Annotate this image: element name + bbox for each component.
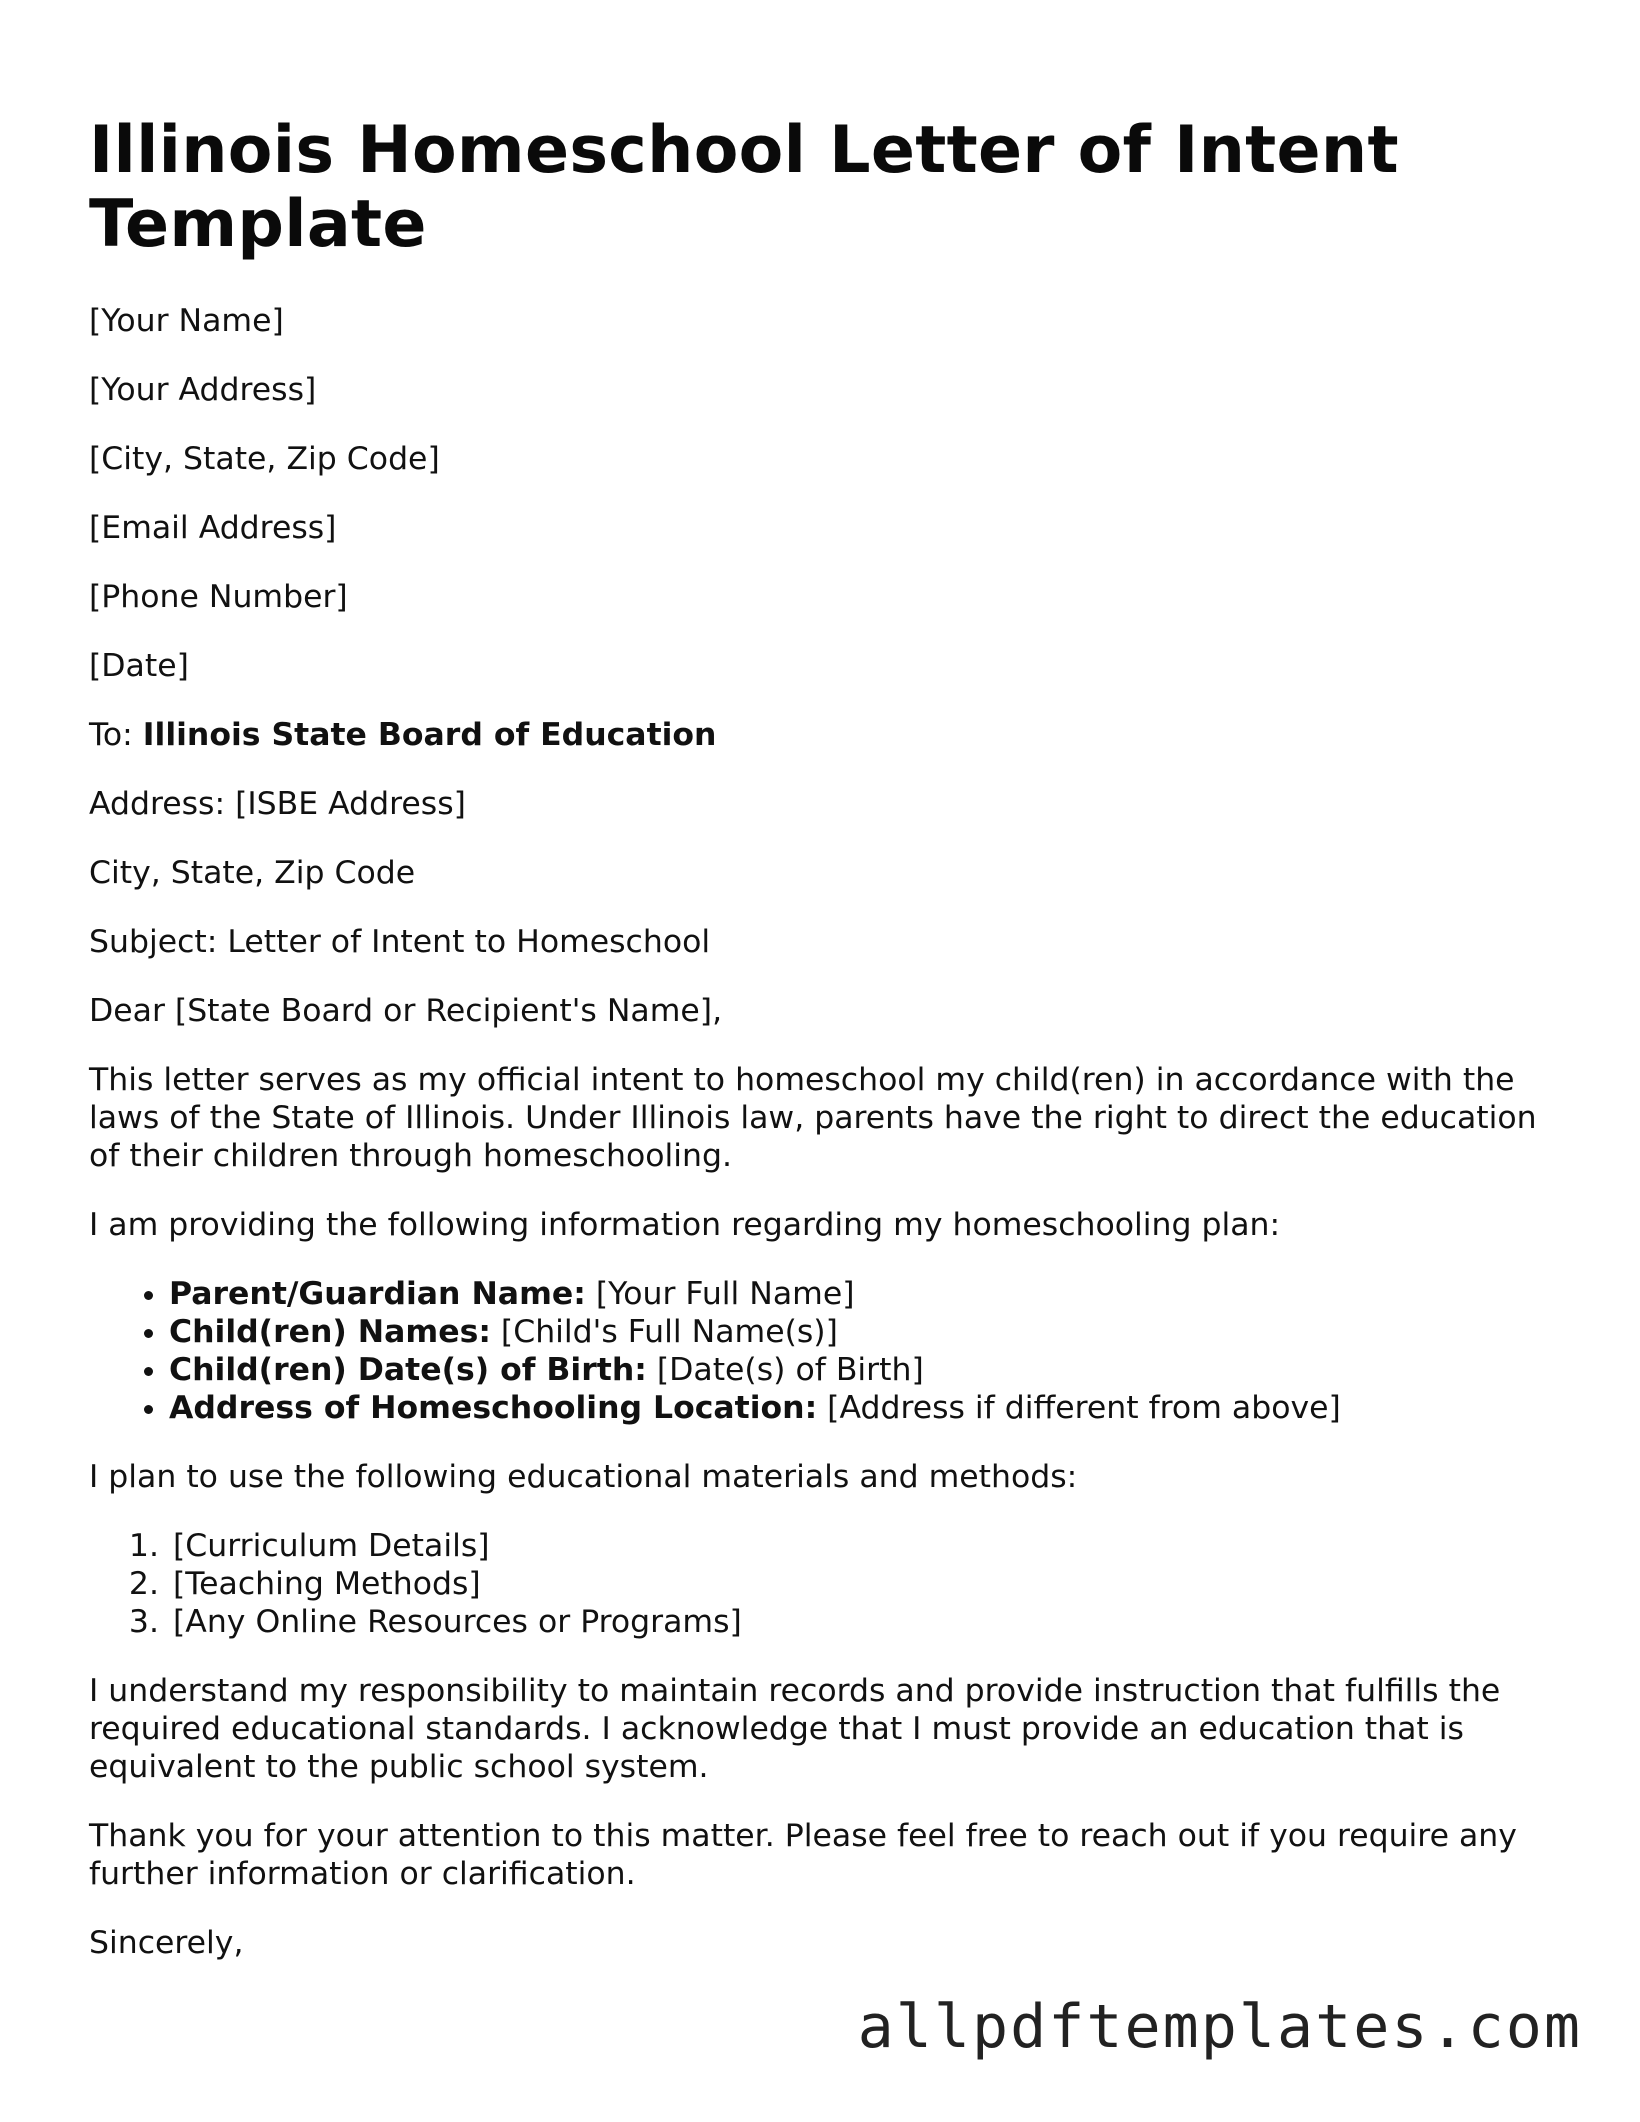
info-value: [Date(s) of Birth] — [646, 1352, 924, 1388]
watermark: allpdftemplates.com — [857, 1992, 1582, 2062]
subject-line: Subject: Letter of Intent to Homeschool — [89, 924, 711, 960]
info-list — [89, 1275, 1569, 1427]
list-item: 2. [Teaching Methods] — [169, 1565, 1569, 1603]
recipient-block — [89, 716, 1569, 892]
letter-document — [89, 114, 1569, 1993]
info-label: Child(ren) Names: — [169, 1314, 491, 1350]
sender-city-state-zip: [City, State, Zip Code] — [89, 441, 440, 477]
list-item — [169, 1389, 1569, 1427]
sender-phone: [Phone Number] — [89, 579, 348, 615]
intro-paragraph: This letter serves as my official intent to homeschool my child(ren) in accordance with the laws of the State of Illinois. Under Illinois law, parents have the right to direct the education of their children through homeschooling. — [89, 1062, 1537, 1174]
info-value: [Address if different from above] — [817, 1390, 1341, 1426]
page-title: Illinois Homeschool Letter of Intent Template — [89, 113, 1399, 262]
materials-intro: I plan to use the following educational materials and methods: — [89, 1459, 1078, 1495]
sender-email: [Email Address] — [89, 510, 337, 546]
info-intro: I am providing the following information regarding my homeschooling plan: — [89, 1207, 1281, 1243]
letter-date: [Date] — [89, 648, 189, 684]
recipient-address: Address: [ISBE Address] — [89, 786, 466, 822]
sender-address: [Your Address] — [89, 372, 317, 408]
list-item: 3. [Any Online Resources or Programs] — [169, 1603, 1569, 1641]
list-item — [169, 1351, 1569, 1389]
responsibility-paragraph: I understand my responsibility to maintain records and provide instruction that fulfills the required educational standards. I acknowledge that I must provide an education that is equivalent to the public school system. — [89, 1673, 1501, 1785]
recipient-city-state-zip: City, State, Zip Code — [89, 855, 416, 891]
info-value: [Your Full Name] — [585, 1276, 855, 1312]
salutation: Dear [State Board or Recipient's Name], — [89, 993, 723, 1029]
list-item — [169, 1313, 1569, 1351]
sender-name: [Your Name] — [89, 303, 284, 339]
list-item — [169, 1275, 1569, 1313]
recipient-to — [89, 716, 1569, 754]
signoff: Sincerely, — [89, 1925, 244, 1961]
closing-paragraph: Thank you for your attention to this matter. Please feel free to reach out if you require any further information or clarification. — [89, 1818, 1517, 1892]
recipient-to-label: To: — [89, 717, 143, 753]
info-label: Address of Homeschooling Location: — [169, 1390, 818, 1426]
info-value: [Child's Full Name(s)] — [490, 1314, 838, 1350]
info-label: Parent/Guardian Name: — [169, 1276, 586, 1312]
info-label: Child(ren) Date(s) of Birth: — [169, 1352, 647, 1388]
sender-block — [89, 302, 1569, 685]
recipient-name: Illinois State Board of Education — [142, 717, 717, 753]
materials-list — [89, 1527, 1569, 1641]
list-item: 1. [Curriculum Details] — [169, 1527, 1569, 1565]
